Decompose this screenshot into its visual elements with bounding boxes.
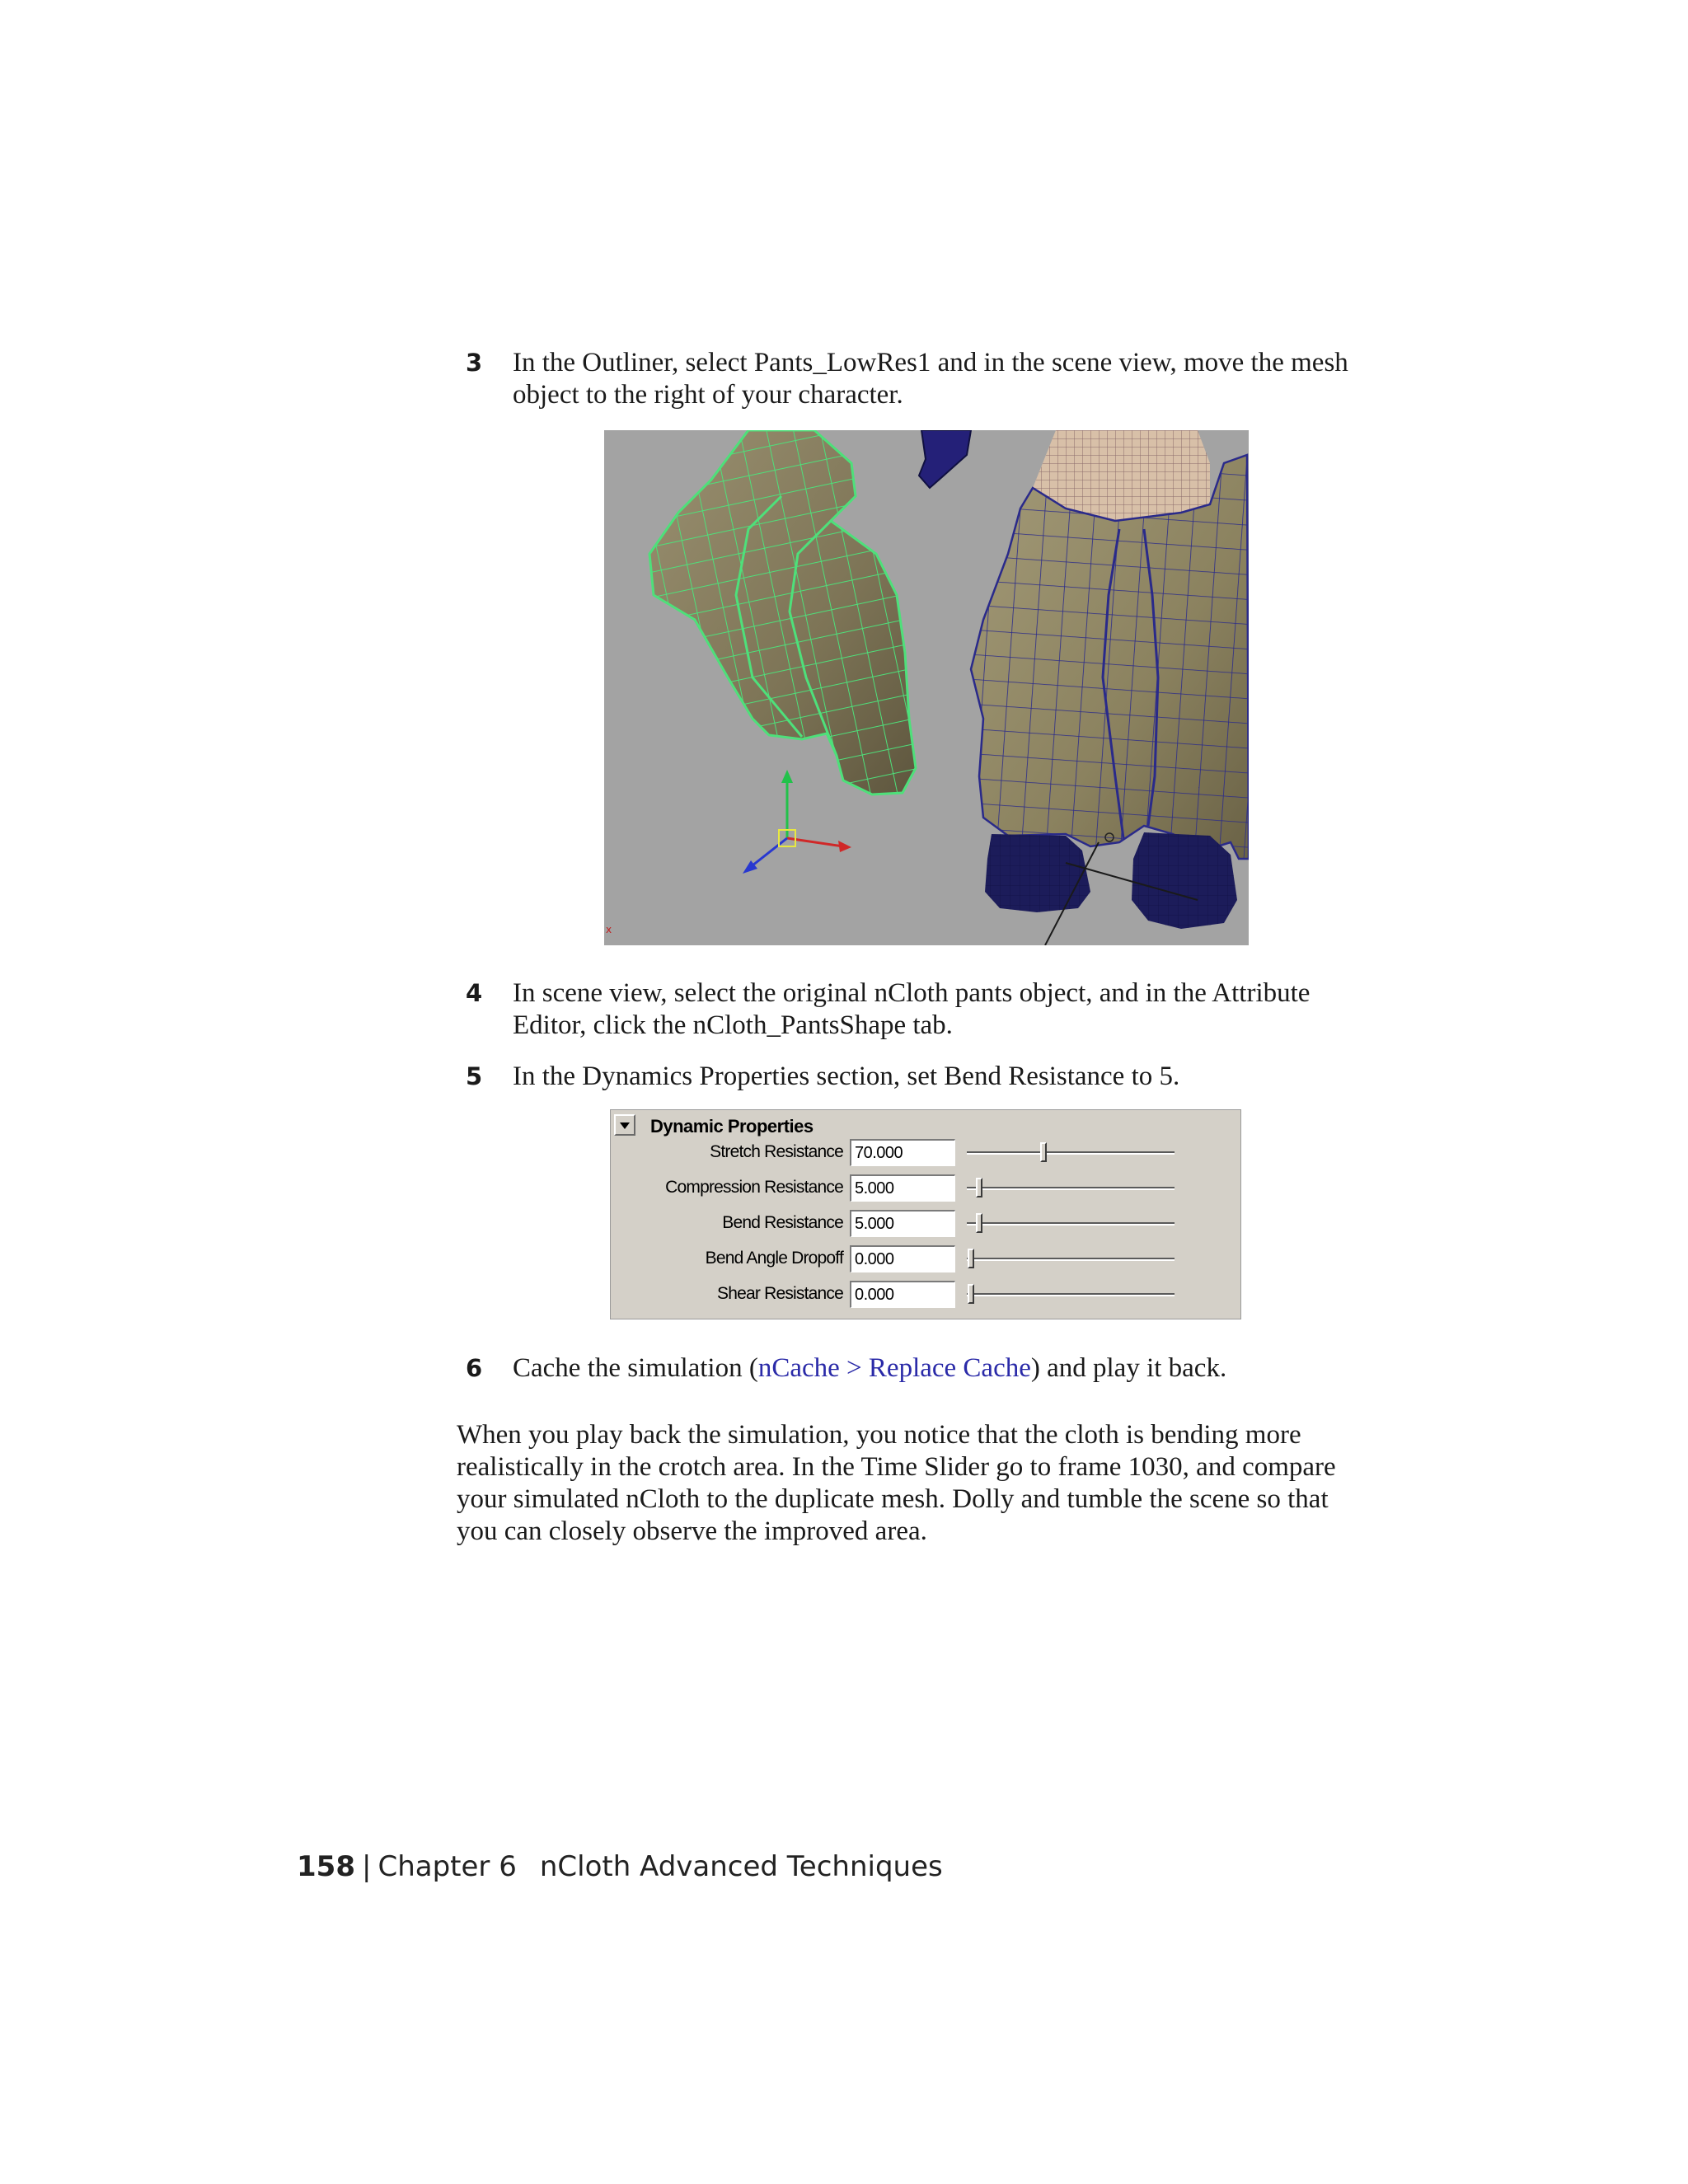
panel-header-label: Dynamic Properties bbox=[650, 1116, 814, 1137]
ncache-replace-cache-link[interactable]: nCache > Replace Cache bbox=[757, 1353, 1031, 1383]
step-text: In the Outliner, select Pants_LowRes1 and in the scene view, move the mesh object to the right of your character. bbox=[513, 348, 1348, 410]
scene-illustration bbox=[604, 430, 1249, 945]
property-label: Bend Angle Dropoff bbox=[705, 1249, 843, 1268]
step-text bbox=[513, 1352, 1353, 1385]
step-text: In the Dynamics Properties section, set Bend Resistance to 5. bbox=[513, 1062, 1180, 1091]
property-slider-handle[interactable] bbox=[976, 1213, 982, 1233]
property-slider-track[interactable] bbox=[967, 1258, 1175, 1261]
page-footer bbox=[297, 1850, 943, 1883]
property-label: Stretch Resistance bbox=[710, 1142, 843, 1161]
step-number: 6 bbox=[466, 1354, 483, 1382]
body-paragraph bbox=[457, 1419, 1363, 1548]
paragraph-text: When you play back the simulation, you notice that the cloth is bending more realistically in the crotch area. In the Time Slider go to frame 1030, and compare your simulated nCloth to the duplicate mesh. Dolly and tumble the scene so that you can closely observe the improved area. bbox=[457, 1420, 1336, 1546]
property-value-field[interactable]: 0.000 bbox=[850, 1245, 955, 1272]
property-slider-track[interactable] bbox=[967, 1187, 1175, 1190]
property-slider-handle[interactable] bbox=[968, 1249, 974, 1268]
step-number: 4 bbox=[466, 979, 483, 1007]
property-row-stretch-resistance bbox=[611, 1137, 1240, 1167]
step-text: In scene view, select the original nCloth pants object, and in the Attribute Editor, click the nCloth_PantsShape tab. bbox=[513, 978, 1311, 1040]
panel-header bbox=[612, 1113, 1222, 1137]
chapter-title: nCloth Advanced Techniques bbox=[539, 1850, 943, 1883]
property-row-bend-resistance bbox=[611, 1208, 1240, 1238]
move-manipulator-icon bbox=[743, 770, 851, 874]
hand-shape bbox=[919, 430, 971, 488]
collapse-triangle-icon[interactable] bbox=[614, 1114, 635, 1136]
footer-separator: | bbox=[361, 1850, 372, 1883]
page-number: 158 bbox=[297, 1850, 355, 1883]
character-mesh bbox=[971, 430, 1249, 929]
property-slider-handle[interactable] bbox=[1040, 1142, 1047, 1162]
property-slider-track[interactable] bbox=[967, 1293, 1175, 1296]
chapter-label: Chapter 6 bbox=[377, 1850, 517, 1883]
property-row-compression-resistance bbox=[611, 1173, 1240, 1202]
property-label: Bend Resistance bbox=[722, 1213, 843, 1232]
property-slider-handle[interactable] bbox=[976, 1178, 982, 1197]
dynamic-properties-panel bbox=[610, 1109, 1241, 1319]
property-value-field[interactable]: 70.000 bbox=[850, 1139, 955, 1166]
property-label: Compression Resistance bbox=[665, 1178, 843, 1197]
property-value-field[interactable]: 0.000 bbox=[850, 1281, 955, 1308]
property-slider-handle[interactable] bbox=[968, 1284, 974, 1304]
scene-view-screenshot bbox=[604, 430, 1249, 945]
property-label: Shear Resistance bbox=[717, 1284, 843, 1303]
step-number: 5 bbox=[466, 1062, 483, 1090]
step-text-before: Cache the simulation ( bbox=[513, 1353, 758, 1383]
property-row-bend-angle-dropoff bbox=[611, 1244, 1240, 1273]
property-value-field[interactable]: 5.000 bbox=[850, 1210, 955, 1237]
property-row-shear-resistance bbox=[611, 1279, 1240, 1309]
step-text-after: ) and play it back. bbox=[1030, 1353, 1227, 1383]
axis-marker: x bbox=[606, 924, 612, 935]
selected-pants-mesh bbox=[649, 430, 916, 794]
step-number: 3 bbox=[466, 349, 483, 377]
property-slider-track[interactable] bbox=[967, 1222, 1175, 1226]
property-slider-track[interactable] bbox=[967, 1151, 1175, 1155]
property-value-field[interactable]: 5.000 bbox=[850, 1174, 955, 1202]
